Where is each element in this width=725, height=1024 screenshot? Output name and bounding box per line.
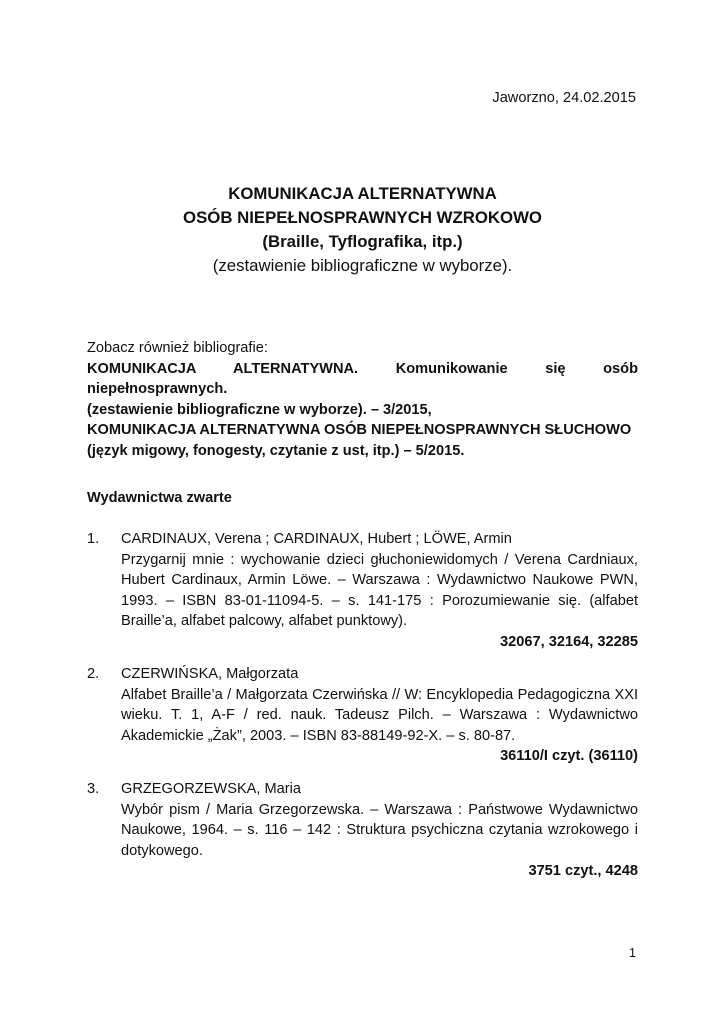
entry-signature: 32067, 32164, 32285 [500, 633, 638, 650]
entry-description: Wybór pism / Maria Grzegorzewska. – Warszawa : Państwowe Wydawnictwo Naukowe, 1964. – s. 116 – 142 : Struktura psychiczna czytania wzrokowego i dotykowego. [121, 801, 638, 859]
entry-author: CARDINAUX, Verena ; CARDINAUX, Hubert ; LÖWE, Armin [121, 531, 512, 547]
entry-body [121, 779, 638, 882]
section-heading: Wydawnictwa zwarte [87, 490, 232, 506]
title-line-3: (Braille, Tyflografika, itp.) [262, 232, 463, 251]
bibliography-entry-2 [87, 664, 638, 767]
entry-description: Przygarnij mnie : wychowanie dzieci głuchoniewidomych / Verena Cardniaux, Hubert Cardinaux, Armin Löwe. – Warszawa : Wydawnictwo Naukowe PWN, 1993. – ISBN 83-01-11094-5. – s. 141-175 : Porozumiewanie się. (alfabet Braille’a, alfabet palcowy, alfabet punktowy). [121, 551, 638, 629]
entry-signature: 3751 czyt., 4248 [528, 863, 638, 879]
see-also-section [87, 338, 638, 461]
see-also-item-2-line-2: (język migowy, fonogesty, czytanie z ust, itp.) – 5/2015. [87, 442, 465, 459]
title-block [87, 182, 638, 278]
entry-number: 2. [87, 666, 100, 682]
page-number: 1 [629, 946, 636, 960]
entry-author: GRZEGORZEWSKA, Maria [121, 781, 302, 797]
see-also-intro: Zobacz również bibliografie: [87, 340, 268, 356]
title-line-2: OSÓB NIEPEŁNOSPRAWNYCH WZROKOWO [183, 208, 542, 227]
entry-number: 3. [87, 781, 100, 797]
entry-body [121, 664, 638, 767]
subtitle: (zestawienie bibliograficzne w wyborze). [212, 256, 513, 275]
entry-body [121, 529, 638, 652]
entry-description: Alfabet Braille’a / Małgorzata Czerwińska // W: Encyklopedia Pedagogiczna XXI wieku. T. 1, A-F / red. nauk. Tadeusz Pilch. – Warszawa : Wydawnictwo Akademickie „Żak”, 2003. – ISBN 83-88149-92-X. – s. 80-87. [121, 686, 638, 744]
entry-signature: 36110/I czyt. (36110) [500, 748, 638, 764]
see-also-item-1-line-1: KOMUNIKACJA ALTERNATYWNA. Komunikowanie się osób niepełnosprawnych. [87, 360, 638, 397]
see-also-item-1-line-2: (zestawienie bibliograficzne w wyborze). – 3/2015, [87, 401, 432, 418]
title-line-1: KOMUNIKACJA ALTERNATYWNA [228, 184, 497, 203]
bibliography-entry-1 [87, 529, 638, 652]
document-date: Jaworzno, 24.02.2015 [492, 90, 636, 106]
bibliography-entry-3 [87, 779, 638, 882]
entry-number: 1. [87, 531, 100, 547]
entry-author: CZERWIŃSKA, Małgorzata [121, 666, 299, 682]
see-also-item-2-line-1: KOMUNIKACJA ALTERNATYWNA OSÓB NIEPEŁNOSPRAWNYCH SŁUCHOWO [87, 422, 632, 438]
